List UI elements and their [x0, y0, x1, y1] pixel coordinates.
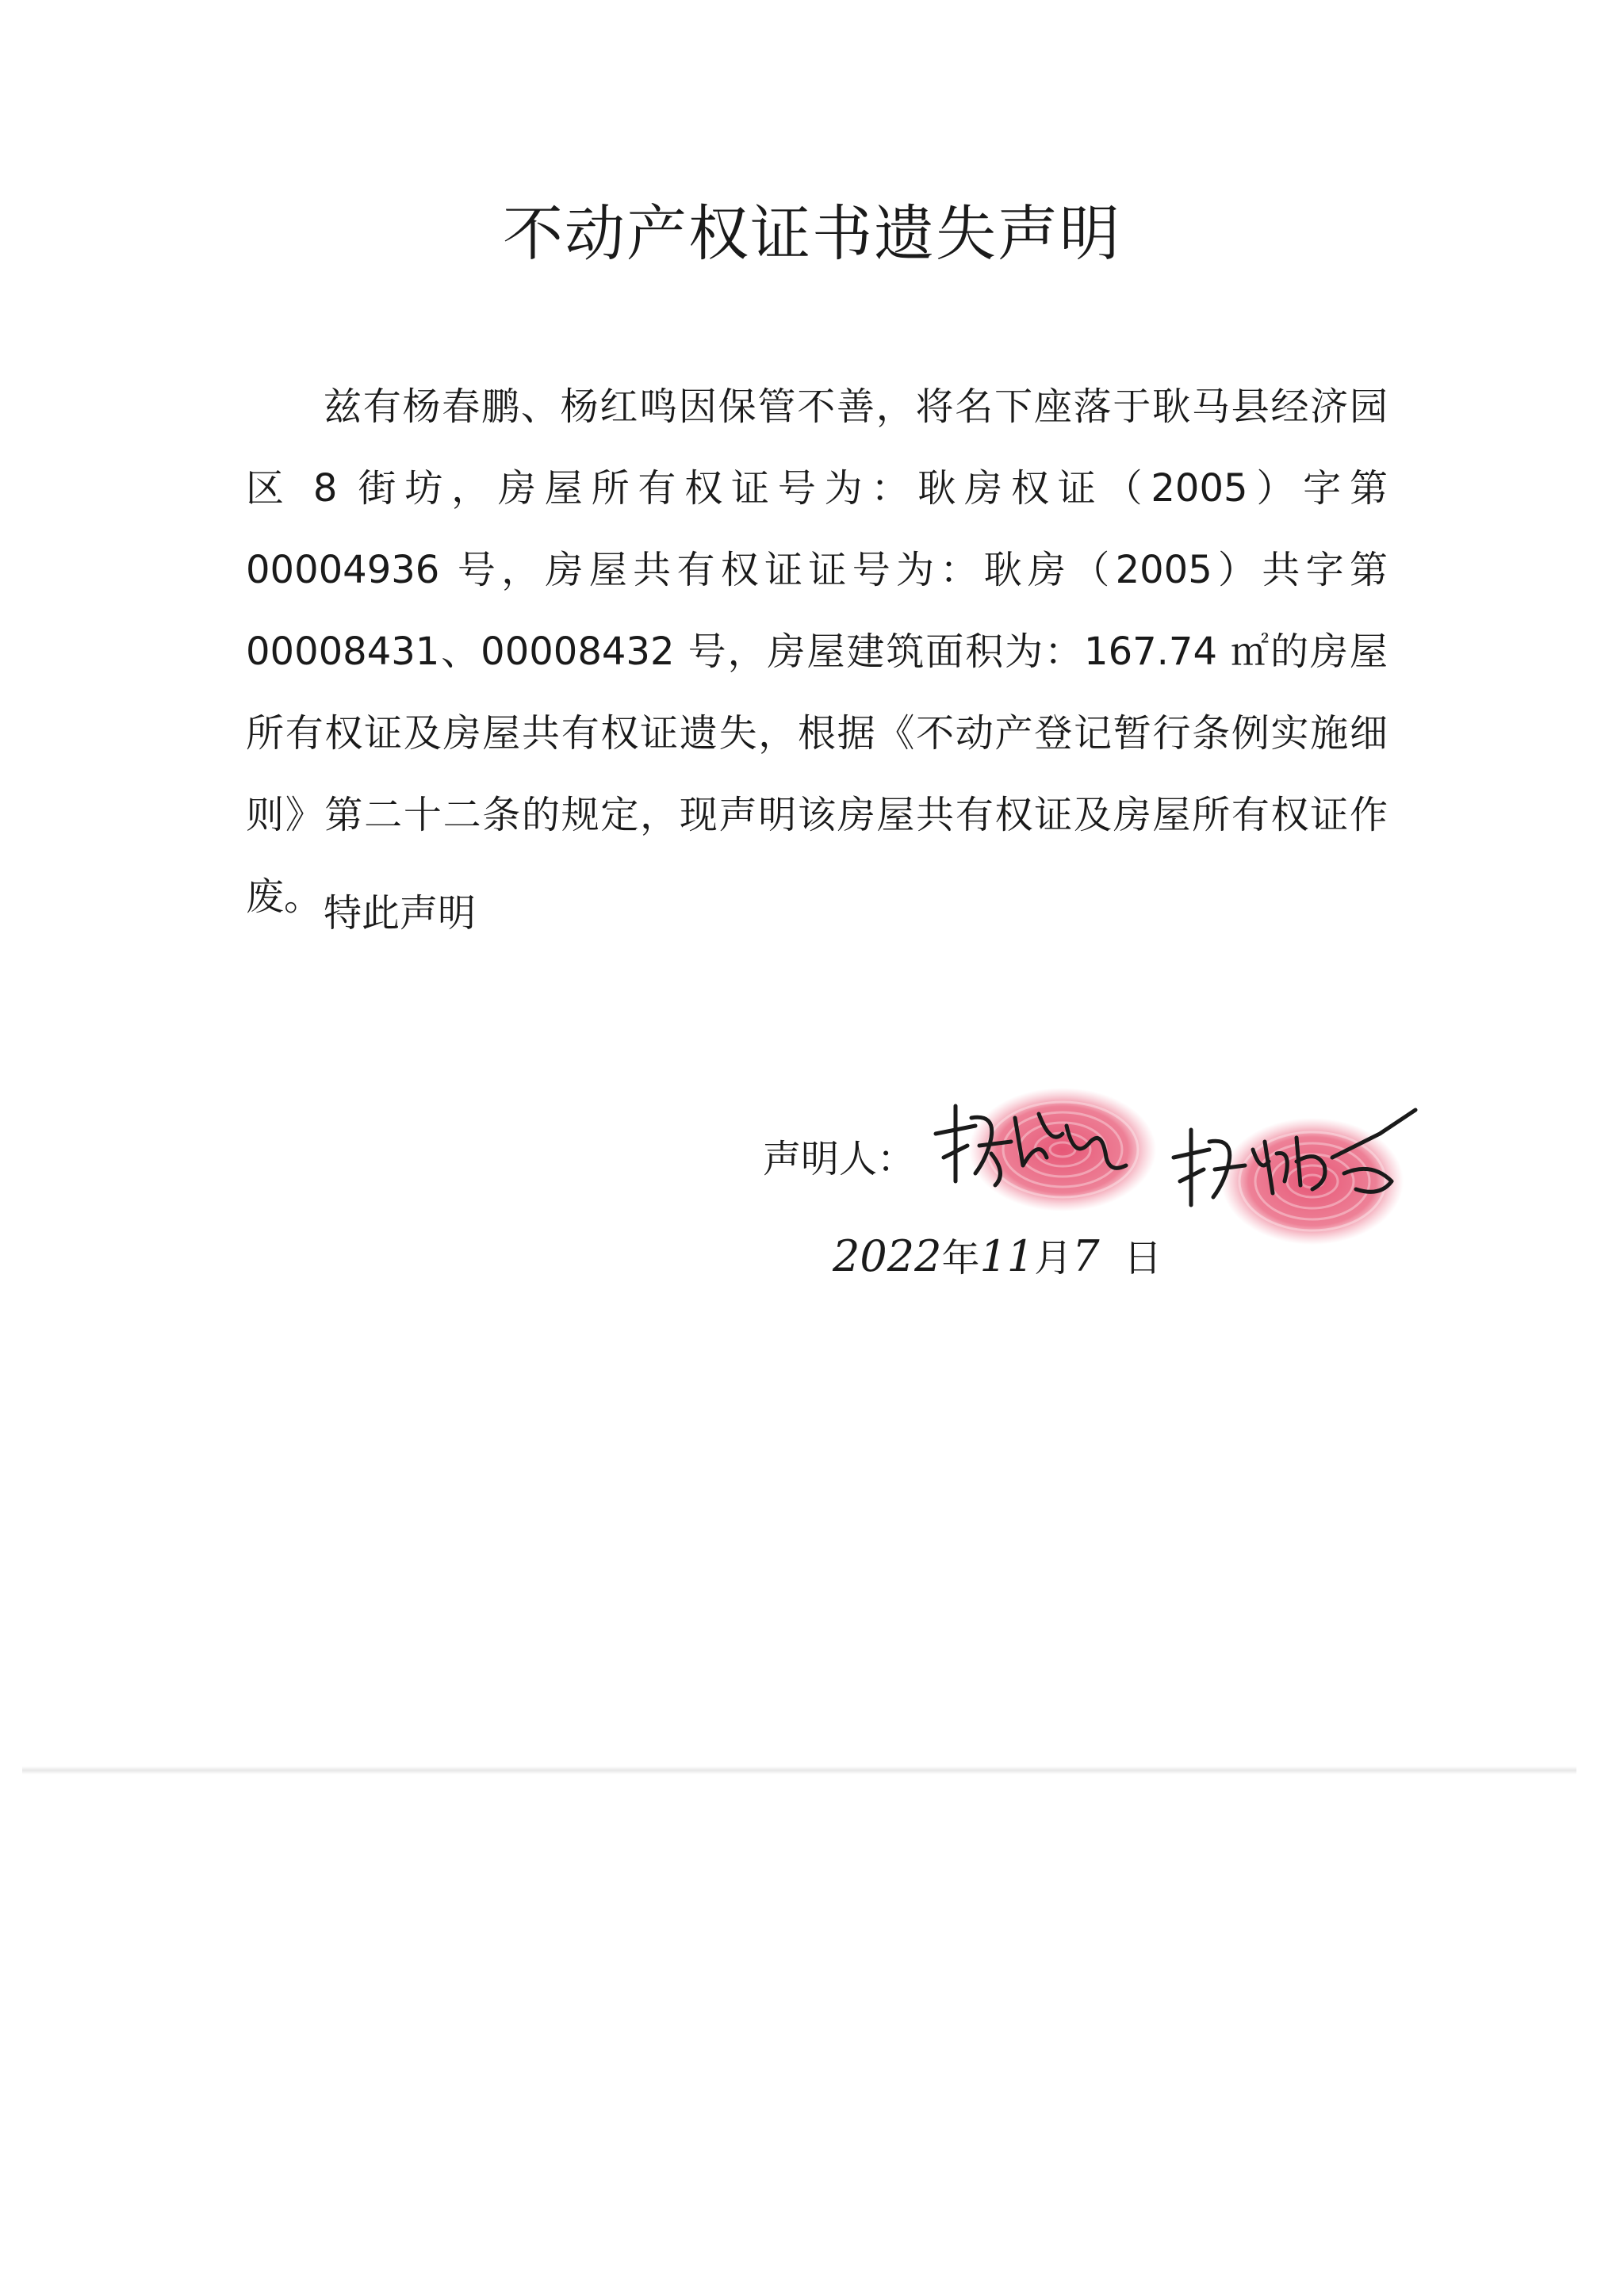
date-month-suffix: 月: [1034, 1236, 1073, 1280]
fingerprint-stamp-1: [969, 1088, 1156, 1211]
date-month: 11: [979, 1231, 1035, 1281]
scan-artifact-line: [22, 1766, 1576, 1774]
signature-2-with-fingerprint: [1166, 1086, 1427, 1253]
signature-1-with-fingerprint: [928, 1070, 1158, 1229]
date-day: 7: [1072, 1231, 1100, 1281]
declaration-body: 兹有杨春鹏、杨红鸣因保管不善，将名下座落于耿马县经济园区 8 街坊，房屋所有权证号为：耿房权证（2005）字第 00004936 号，房屋共有权证证号为：耿房（2005）共字第 00008431、00008432 号，房屋建筑面积为：167.74 ㎡的房屋所有权证及房屋共有权证遗失，根据《不动产登记暂行条例实施细则》第二十二条的规定，现声明该房屋共有权证及房屋所有权证作废。: [246, 385, 1388, 919]
date-year: 2022: [833, 1231, 942, 1281]
document-title: 不动产权证书遗失声明: [503, 198, 1121, 269]
closing-statement: 特此声明: [324, 891, 477, 936]
date-day-suffix: 日: [1124, 1236, 1162, 1280]
declarant-row: [763, 1119, 915, 1199]
date-row: [833, 1217, 1162, 1298]
declarant-label: 声明人：: [763, 1137, 916, 1181]
date-year-suffix: 年: [941, 1236, 980, 1280]
